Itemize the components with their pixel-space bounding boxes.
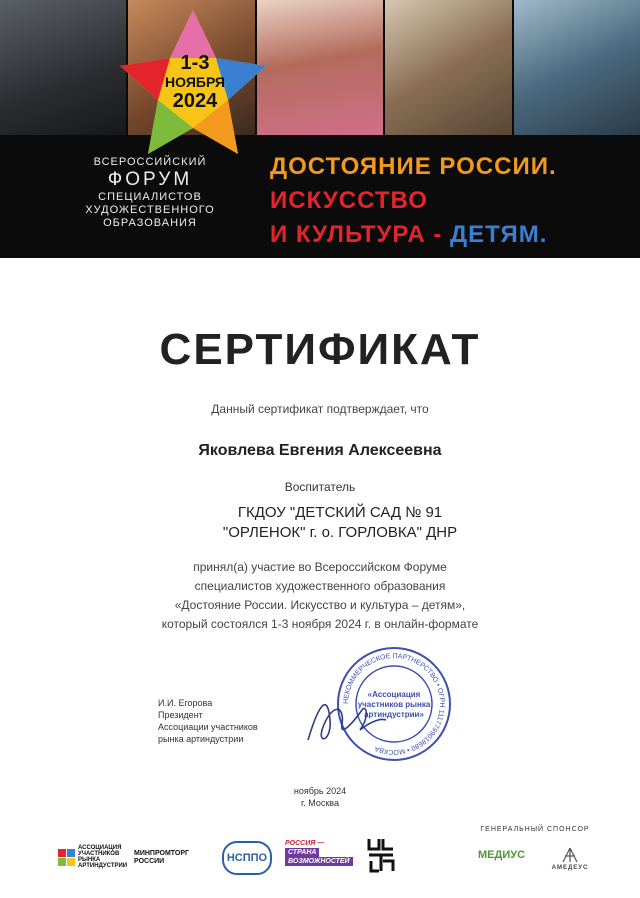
certificate-title: СЕРТИФИКАТ [159,325,481,374]
issue-date-block [0,785,640,809]
logo-amadeus [544,847,596,871]
photo-musician [0,0,126,135]
participation-description [100,558,540,634]
photo-pottery [385,0,511,135]
org-line-1: ГКДОУ "ДЕТСКИЙ САД № 91 [237,504,443,521]
photo-strip [0,0,640,135]
desc-line-1: принял(а) участие во Всероссийском Форуме [193,560,447,574]
russia-line-3: ВОЗМОЖНОСТЕЙ [285,857,353,866]
forum-headline [270,150,557,252]
desc-line-4: который состоялся 1-3 ноября 2024 г. в онлайн-формате [161,617,479,631]
signatory-name: И.И. Егорова [158,698,213,708]
confirm-text: Данный сертификат подтверждает, что [211,402,429,416]
signatory-block [158,697,258,745]
amadeus-easel-icon [560,847,580,863]
forum-banner [0,0,640,258]
minpromtorg-line-1: МИНПРОМТОРГ [134,850,189,857]
stamp-center-line-3: артиндустрии» [364,710,424,719]
signatory-title: Президент [158,710,203,720]
stamp-ring-text: НЕКОММЕРЧЕСКОЕ ПАРТНЕРСТВО • ОГРН 1117799018680 • МОСКВА [342,652,446,756]
photo-girl [257,0,383,135]
logo-minpromtorg [134,850,189,866]
signatory-org-line-2: рынка артиндустрии [158,734,244,744]
forum-line-1: ВСЕРОССИЙСКИЙ [93,156,207,168]
logo-nsppo: НСППО [222,841,272,875]
general-sponsor-label: ГЕНЕРАЛЬНЫЙ СПОНСОР [480,826,590,833]
issue-city: г. Москва [301,798,339,808]
headline-line-3a: И КУЛЬТУРА - [270,221,450,248]
recipient-organization [180,503,500,543]
forum-name [60,156,240,230]
issue-date: ноябрь 2024 [293,786,347,796]
org-line-2: "ОРЛЕНОК" г. о. ГОРЛОВКА" ДНР [222,524,458,541]
dates-year: 2024 [172,90,218,112]
signatory-org-line-1: Ассоциации участников [158,722,258,732]
forum-line-2: ФОРУМ [107,169,193,190]
forum-line-4: ХУДОЖЕСТВЕННОГО [85,204,215,216]
headline-line-1: ДОСТОЯНИЕ РОССИИ. [270,153,557,180]
artindustry-grid-icon [58,849,75,866]
event-dates [160,52,230,112]
stamp-center-line-2: участников рынка [357,700,431,709]
logo-artindustry-association [58,845,126,869]
dates-month: НОЯБРЯ [165,74,225,90]
desc-line-2: специалистов художественного образования [194,579,446,593]
amadeus-text: АМЕДЕУС [551,865,589,871]
logo-medius: МЕДИУС [478,849,526,861]
minpromtorg-line-2: РОССИИ [134,858,165,865]
desc-line-3: «Достояние России. Искусство и культура – детям», [174,598,466,612]
photo-painter [514,0,640,135]
partner-logos [0,835,640,885]
logo-russia-opportunities [285,839,353,866]
forum-line-3: СПЕЦИАЛИСТОВ [98,191,202,203]
dates-range: 1-3 [180,52,210,74]
handwritten-signature [300,690,390,750]
recipient-name: Яковлева Евгения Алексеевна [198,442,442,459]
headline-line-3b: ДЕТЯМ. [450,221,548,248]
stamp-center-line-1: «Ассоциация [367,690,421,699]
headline-line-2: ИСКУССТВО [270,187,428,214]
russia-line-2: СТРАНА [285,848,319,857]
forum-line-5: ОБРАЗОВАНИЯ [103,217,197,229]
russia-line-1: РОССИЯ — [285,840,325,847]
headline-line-3 [270,218,557,252]
recipient-position: Воспитатель [284,480,356,494]
pattern-emblem-icon [365,835,397,875]
logo-artindustry-text: АССОЦИАЦИЯ УЧАСТНИКОВ РЫНКА АРТИНДУСТРИИ [78,845,128,869]
